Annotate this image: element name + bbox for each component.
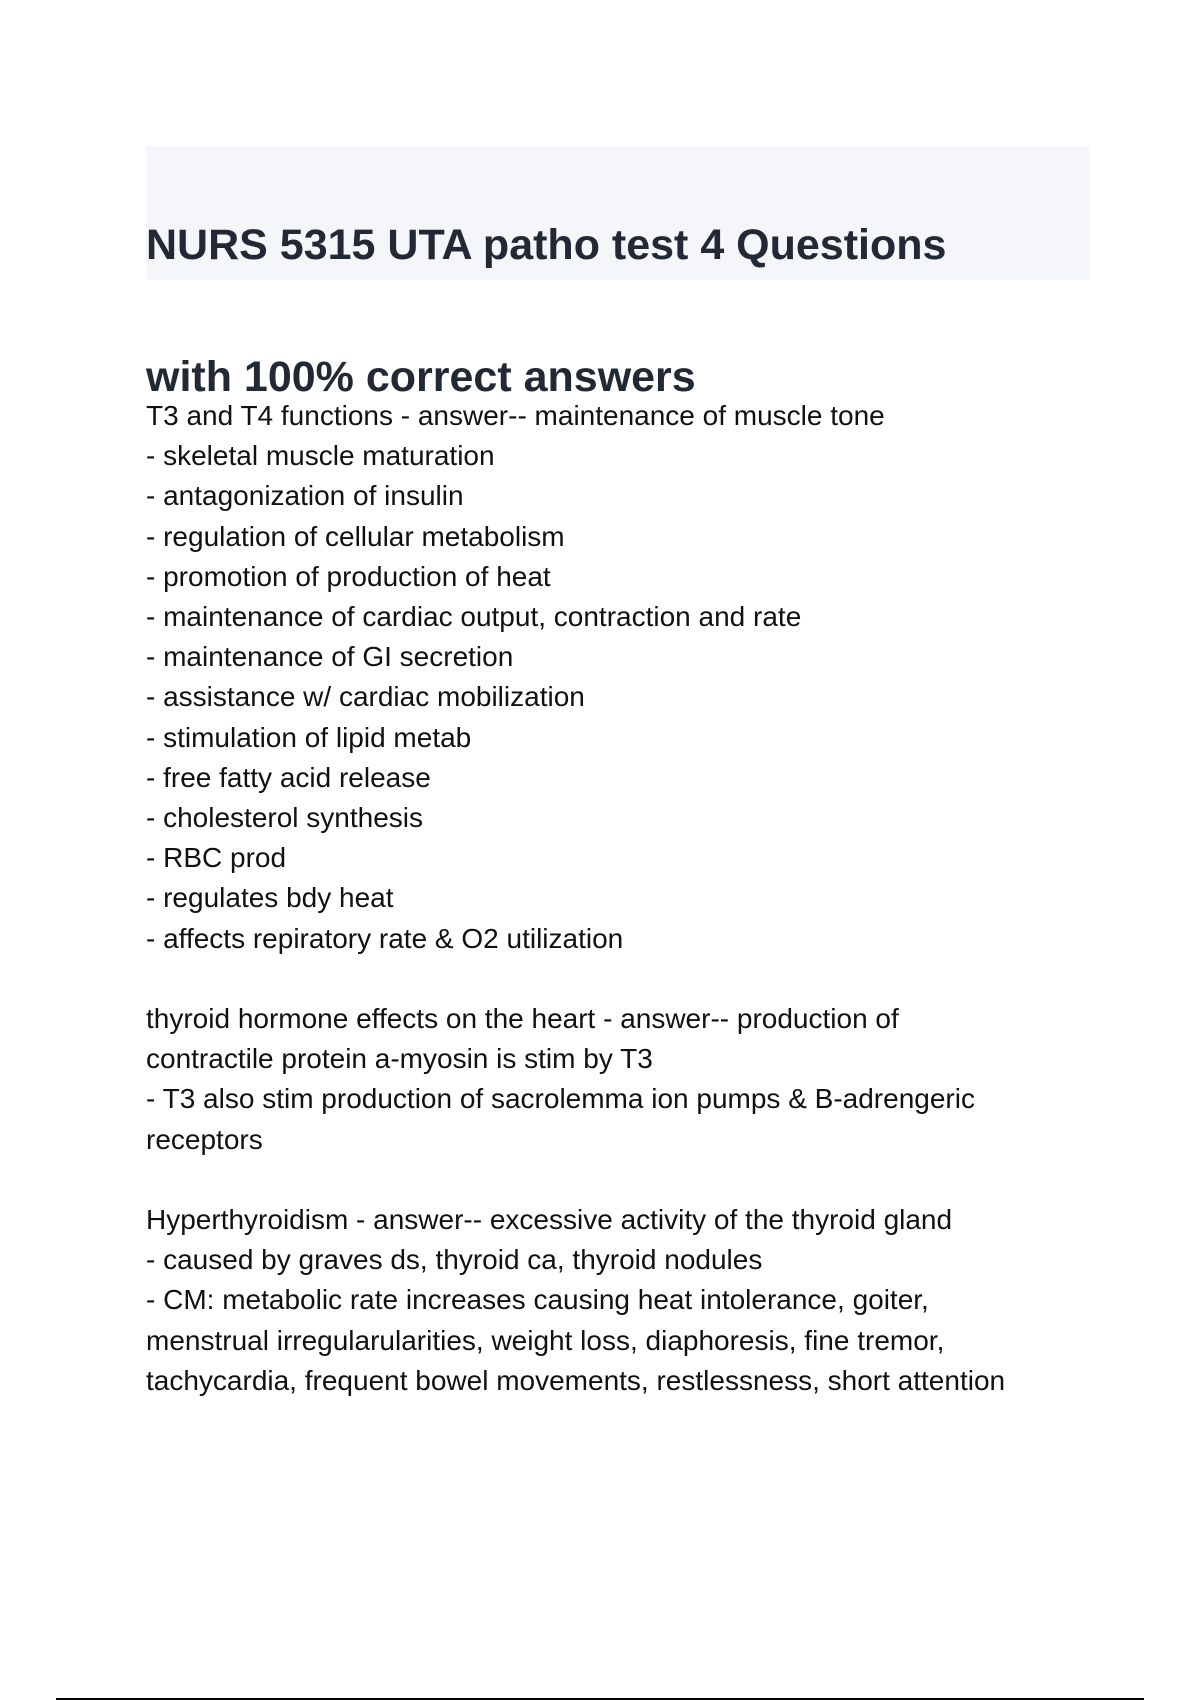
- answer-line: - stimulation of lipid metab: [146, 721, 472, 753]
- answer-line: - CM: metabolic rate increases causing heat intolerance, goiter,: [146, 1284, 929, 1316]
- answer-line: - affects repiratory rate & O2 utilization: [146, 922, 624, 954]
- answer-line: - cholesterol synthesis: [146, 802, 424, 834]
- title-banner: [146, 146, 1090, 401]
- qa-question-line: thyroid hormone effects on the heart - answer-- production of: [146, 1003, 899, 1035]
- answer-line: - regulates bdy heat: [146, 882, 394, 914]
- qa-block-hyperthyroidism: [146, 1200, 1090, 1401]
- answer-line: contractile protein a-myosin is stim by T3: [146, 1043, 653, 1075]
- answer-line: - skeletal muscle maturation: [146, 440, 495, 472]
- answer-line: - regulation of cellular metabolism: [146, 520, 565, 552]
- answer-line: menstrual irregularularities, weight loss, diaphoresis, fine tremor,: [146, 1324, 945, 1356]
- answer-line: receptors: [146, 1123, 263, 1155]
- answer-line: - maintenance of GI secretion: [146, 641, 514, 673]
- title-line: with 100% correct answers: [146, 353, 696, 401]
- answer-line: - assistance w/ cardiac mobilization: [146, 681, 585, 713]
- qa-block-thyroid-heart-effects: [146, 999, 1090, 1160]
- answer-line: - antagonization of insulin: [146, 480, 464, 512]
- qa-question-line: T3 and T4 functions - answer-- maintenance of muscle tone: [146, 400, 885, 431]
- answer-line: - caused by graves ds, thyroid ca, thyroid nodules: [146, 1244, 763, 1276]
- answer-line: - T3 also stim production of sacrolemma ion pumps & B-adrengeric: [146, 1083, 975, 1115]
- answer-line: tachycardia, frequent bowel movements, restlessness, short attention: [146, 1364, 1006, 1396]
- answer-line: - maintenance of cardiac output, contraction and rate: [146, 601, 802, 633]
- document-body: [146, 396, 1090, 1441]
- title-line: NURS 5315 UTA patho test 4 Questions: [146, 221, 947, 269]
- qa-question-line: Hyperthyroidism - answer-- excessive activity of the thyroid gland: [146, 1204, 953, 1236]
- answer-line: - RBC prod: [146, 842, 287, 874]
- qa-block-t3-t4-functions: [146, 396, 1090, 959]
- answer-line: - free fatty acid release: [146, 761, 431, 793]
- answer-line: - promotion of production of heat: [146, 560, 551, 592]
